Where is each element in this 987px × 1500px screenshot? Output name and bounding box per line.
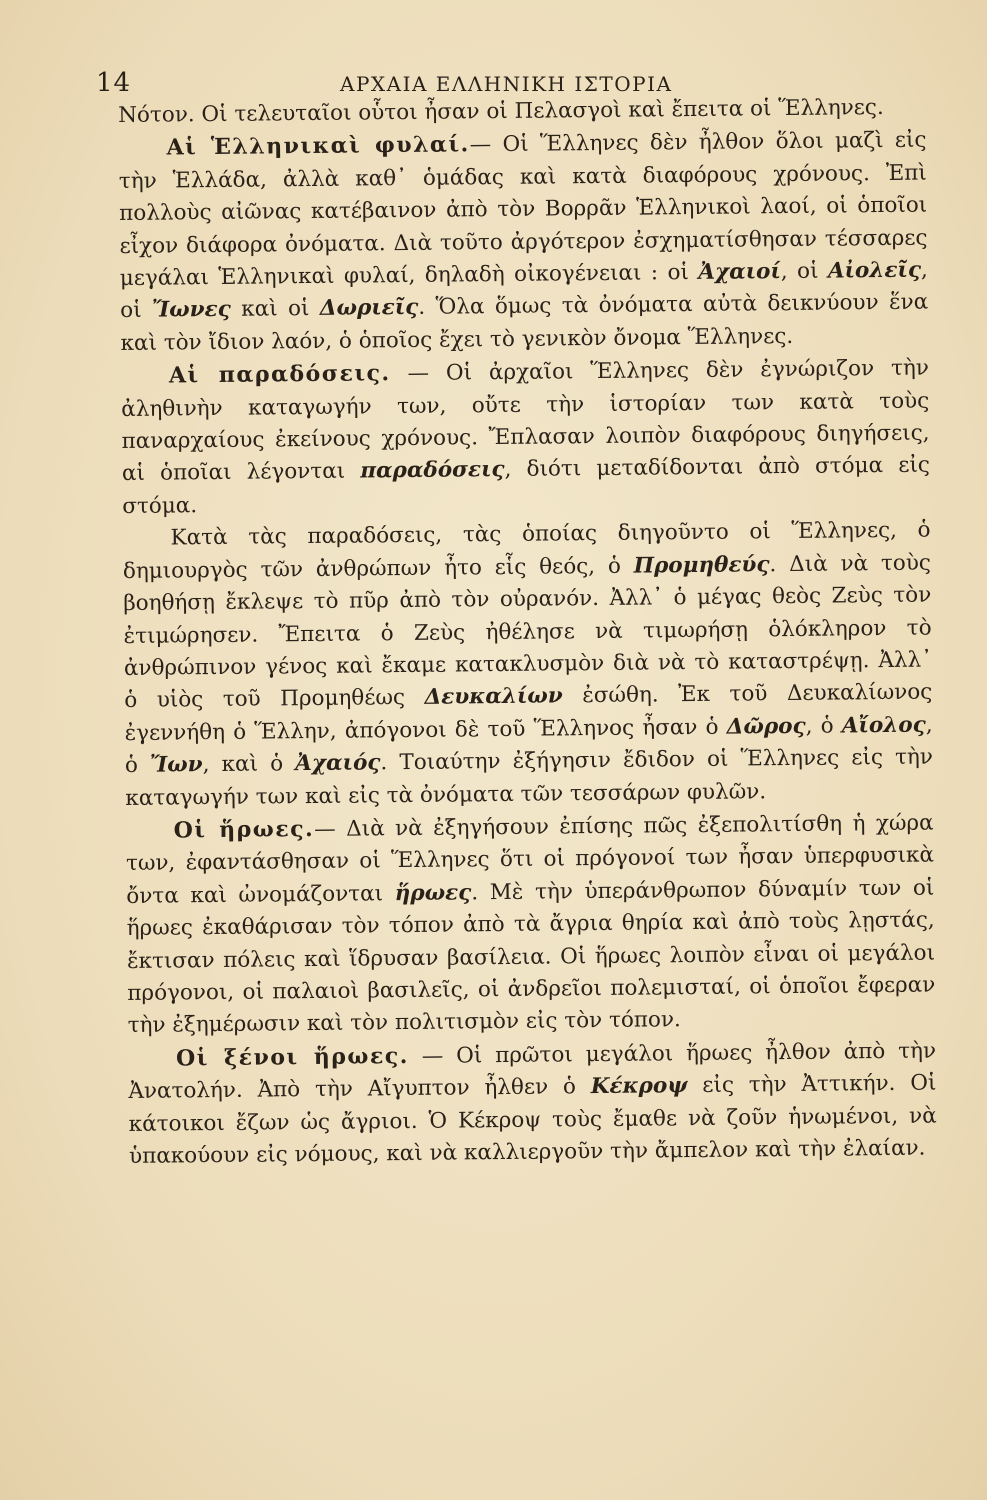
text-run: — Οἱ ἀρχαῖοι Ἕλληνες δὲν ἐγνώριζον τὴν ἀληθινὴν καταγωγήν των, οὔτε τὴν ἱστορίαν των κατὰ τοὺς παναρχαίους ἐκείνους χρόνους. Ἔπλασαν λοιπὸν διαφόρους διηγήσεις, αἱ ὁποῖαι λέγονται: [121, 355, 930, 487]
paragraph-traditions: [121, 352, 931, 523]
emphasis-prometheus: Προμηθεύς: [633, 551, 770, 579]
text-run: Νότον. Οἱ τελευταῖοι οὗτοι ἦσαν οἱ Πελασγοὶ καὶ ἔπειτα οἱ Ἕλληνες.: [118, 94, 884, 128]
text-run: , διότι μεταδίδονται ἀπὸ στόμα εἰς στόμα.: [122, 452, 931, 519]
text-run: καὶ οἱ: [230, 296, 321, 323]
text-run: — Διὰ νὰ ἐξηγήσουν ἐπίσης πῶς ἐξεπολιτίσθη ἡ χώρα των, ἐφαντάσθησαν οἱ Ἕλληνες ὅτι οἱ πρόγονοί των ἦσαν ὑπερφυσικὰ ὄντα καὶ ὠνομάζονται: [125, 810, 935, 909]
paragraph-hellenic-tribes: [118, 124, 928, 360]
text-run: , οἱ: [780, 258, 829, 285]
section-title-traditions: Αἱ παραδόσεις.: [168, 360, 391, 389]
body-text: [118, 92, 937, 1174]
text-run: εἰς τὴν Ἀττικήν. Οἱ κάτοικοι ἔζων ὡς ἄγριοι. Ὁ Κέκροψ τοὺς ἔμαθε νὰ ζοῦν ἡνωμένοι, νὰ ὑπακούουν εἰς νόμους, καὶ νὰ καλλιεργοῦν τὴν ἄμπελον καὶ τὴν ἐλαίαν.: [128, 1070, 937, 1169]
paragraph-prometheus: [122, 515, 933, 815]
text-run: ἐσώθη. Ἐκ τοῦ Δευκαλίωνος ἐγεννήθη ὁ Ἕλλην, ἀπόγονοι δὲ τοῦ Ἕλληνος ἦσαν ὁ: [124, 679, 933, 746]
text-run: . Ὅλα ὅμως τὰ ὀνόματα αὐτὰ δεικνύουν ἕνα καὶ τὸν ἴδιον λαόν, ὁ ὁποῖος ἔχει τὸ γενικὸν ὄνομα Ἕλληνες.: [120, 289, 929, 356]
emphasis-aiolos: Αἴολος: [841, 712, 926, 739]
paragraph-heroes: [125, 806, 935, 1042]
text-run: . Μὲ τὴν ὑπεράνθρωπον δύναμίν των οἱ ἥρωες ἐκαθάρισαν τὸν τόπον ἀπὸ τὰ ἄγρια θηρία καὶ ἀπὸ τοὺς λῃστάς, ἔκτισαν πόλεις καὶ ἵδρυσαν βασίλεια. Οἱ ἥρωες λοιπὸν εἶναι οἱ μεγάλοι πρόγονοι, οἱ παλαιοὶ βασιλεῖς, οἱ ἀνδρεῖοι πολεμισταί, οἱ ὁποῖοι ἔφεραν τὴν ἐξημέρωσιν καὶ τὸν πολιτισμὸν εἰς τὸν τόπον.: [126, 875, 936, 1039]
emphasis-achaeans: Ἀχαιοί: [698, 259, 781, 285]
emphasis-deucalion: Δευκαλίων: [424, 683, 563, 711]
text-run: — Οἱ πρῶτοι μεγάλοι ἥρωες ἦλθον ἀπὸ τὴν Ἀνατολήν. Ἀπὸ τὴν Αἴγυπτον ἦλθεν ὁ: [128, 1038, 937, 1105]
text-run: , ὁ: [805, 713, 842, 739]
text-run: — Οἱ Ἕλληνες δὲν ἦλθον ὅλοι μαζὶ εἰς τὴν Ἑλλάδα, ἀλλὰ καθ᾽ ὁμάδας καὶ κατὰ διαφόρους χρόνους. Ἐπὶ πολλοὺς αἰῶνας κατέβαινον ἀπὸ τὸν Βορρᾶν Ἑλληνικοὶ λαοί, οἱ ὁποῖοι εἶχον διάφορα ὀνόματα. Διὰ τοῦτο ἀργότερον ἐσχηματίσθησαν τέσσαρες μεγάλαι Ἑλληνικαὶ φυλαί, δηλαδὴ οἰκογένειαι : οἱ: [118, 127, 928, 292]
text-run: . Τοιαύτην ἐξήγησιν ἔδιδον οἱ Ἕλληνες εἰς τὴν καταγωγήν των καὶ εἰς τὰ ὀνόματα τῶν τεσσάρων φυλῶν.: [125, 744, 934, 811]
text-run: , ὁ: [124, 712, 933, 779]
text-run: . Διὰ νὰ τοὺς βοηθήσῃ ἔκλεψε τὸ πῦρ ἀπὸ τὸν οὐρανόν. Ἀλλ᾽ ὁ μέγας θεὸς Ζεὺς τὸν ἐτιμώρησεν. Ἔπειτα ὁ Ζεὺς ἠθέλησε νὰ τιμωρήσῃ ὁλόκληρον τὸ ἀνθρώπινον γένος καὶ ἔκαμε κατακλυσμὸν διὰ νὰ τὸ καταστρέψῃ. Ἀλλ᾽ ὁ υἱὸς τοῦ Προμηθέως: [123, 550, 933, 714]
text-run: , οἱ: [120, 257, 928, 324]
page-number: 14: [96, 68, 132, 98]
section-title-heroes: Οἱ ἥρωες.: [173, 815, 315, 844]
emphasis-achaios: Ἀχαιός: [295, 750, 381, 777]
section-title-foreign-heroes: Οἱ ξένοι ἥρωες.: [175, 1042, 409, 1072]
text-run: , καὶ ὁ: [202, 751, 296, 778]
emphasis-cecrops: Κέκροψ: [590, 1073, 688, 1100]
running-head: ΑΡΧΑΙΑ ΕΛΛΗΝΙΚΗ ΙΣΤΟΡΙΑ: [340, 72, 673, 96]
emphasis-traditions: παραδόσεις: [360, 457, 505, 484]
emphasis-heroes: ἥρωες: [394, 880, 472, 906]
text-run: Κατὰ τὰς παραδόσεις, τὰς ὁποίας διηγοῦντο οἱ Ἕλληνες, ὁ δημιουργὸς τῶν ἀνθρώπων ἦτο εἷς θεός, ὁ: [122, 517, 931, 584]
emphasis-doros: Δῶρος: [726, 713, 806, 740]
emphasis-aeolians: Αἰολεῖς: [827, 257, 922, 284]
paragraph-foreign-heroes: [128, 1034, 937, 1173]
emphasis-dorians: Δωριεῖς: [319, 295, 419, 322]
emphasis-ion: Ἴων: [149, 752, 203, 778]
section-title-hellenic-tribes: Αἱ Ἑλληνικαὶ φυλαί.: [166, 131, 470, 161]
emphasis-ionians: Ἴωνες: [151, 297, 231, 324]
